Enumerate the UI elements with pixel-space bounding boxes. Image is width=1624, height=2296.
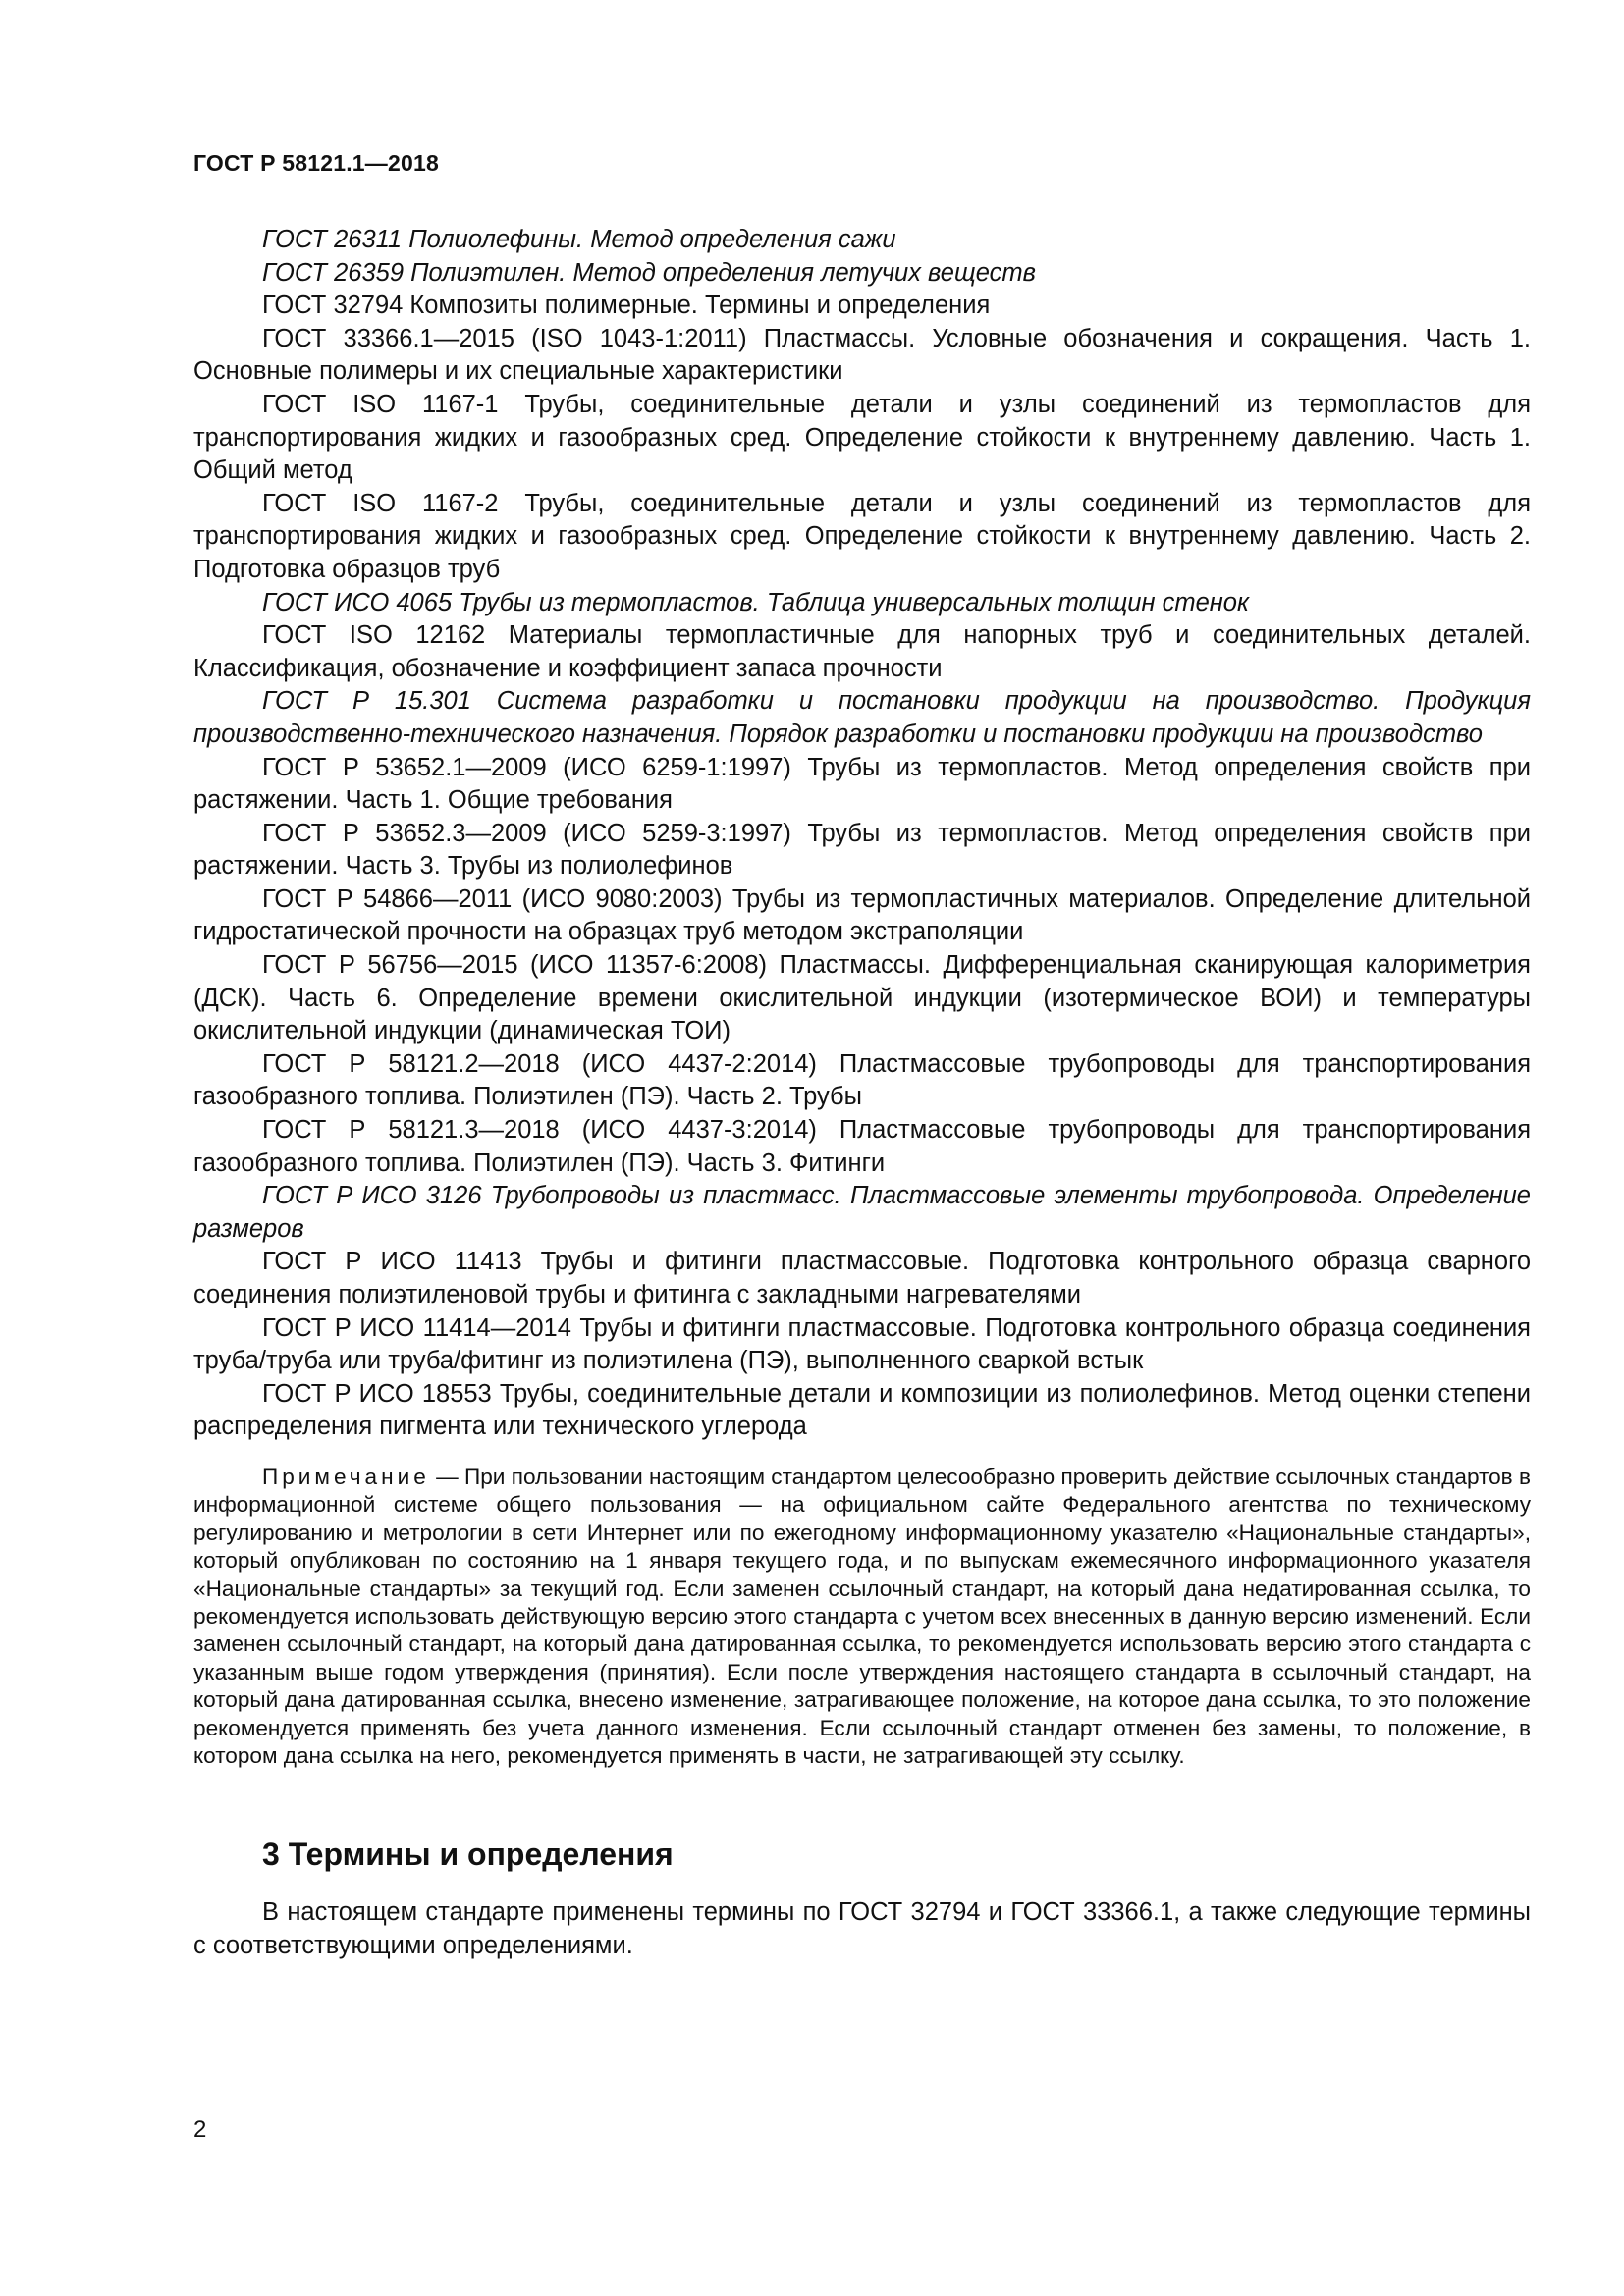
page-number: 2 xyxy=(193,2116,207,2143)
note-label: Примечание xyxy=(262,1464,430,1489)
reference-item: ГОСТ Р ИСО 3126 Трубопроводы из пластмасс. Пластмассовые элементы трубопровода. Определение размеров xyxy=(193,1182,1531,1243)
reference-item: ГОСТ Р ИСО 11413 Трубы и фитинги пластмассовые. Подготовка контрольного образца сварного соединения полиэтиленовой трубы и фитинга с закладными нагревателями xyxy=(193,1248,1531,1308)
note-text: — При пользовании настоящим стандартом целесообразно проверить действие ссылочных стандартов в информационной системе общего пользования — на официальном сайте Федерального агентства по техническому регулированию и метрологии в сети Интернет или по ежегодному информационному указателю «Национальные стандарты», который опубликован по состоянию на 1 января текущего года, и по выпускам ежемесячного информационного указателя «Национальные стандарты» за текущий год. Если заменен ссылочный стандарт, на который дана недатированная ссылка, то рекомендуется использовать действующую версию этого стандарта с учетом всех внесенных в данную версию изменений. Если заменен ссылочный стандарт, на который дана датированная ссылка, то рекомендуется использовать версию этого стандарта с указанным выше годом утверждения (принятия). Если после утверждения настоящего стандарта в ссылочный стандарт, на который дана датированная ссылка, внесено изменение, затрагивающее положение, на которое дана ссылка, то это положение рекомендуется применять без учета данного изменения. Если ссылочный стандарт отменен без замены, то положение, в котором дана ссылка на него, рекомендуется применять в части, не затрагивающей эту ссылку. xyxy=(193,1464,1531,1769)
reference-item: ГОСТ Р 56756—2015 (ИСО 11357-6:2008) Пластмассы. Дифференциальная сканирующая калориметрия (ДСК). Часть 6. Определение времени окислительной индукции (изотермическое ВОИ) и температуры окислительной индукции (динамическая ТОИ) xyxy=(193,951,1531,1045)
reference-item: ГОСТ 33366.1—2015 (ISO 1043-1:2011) Пластмассы. Условные обозначения и сокращения. Часть 1. Основные полимеры и их специальные характеристики xyxy=(193,324,1531,386)
reference-item: ГОСТ Р ИСО 11414—2014 Трубы и фитинги пластмассовые. Подготовка контрольного образца соединения труба/труба или труба/фитинг из полиэтилена (ПЭ), выполненного сваркой встык xyxy=(193,1313,1531,1375)
reference-item: ГОСТ Р 58121.2—2018 (ИСО 4437-2:2014) Пластмассовые трубопроводы для транспортирования газообразного топлива. Полиэтилен (ПЭ). Часть 2. Трубы xyxy=(193,1049,1531,1111)
reference-item: ГОСТ Р 58121.3—2018 (ИСО 4437-3:2014) Пластмассовые трубопроводы для транспортирования газообразного топлива. Полиэтилен (ПЭ). Часть 3. Фитинги xyxy=(193,1116,1531,1177)
reference-item: ГОСТ 26311 Полиолефины. Метод определения сажи xyxy=(262,226,896,253)
reference-item: ГОСТ Р 15.301 Система разработки и постановки продукции на производство. Продукция производственно-технического назначения. Порядок разработки и постановки продукции на производство xyxy=(193,687,1531,748)
reference-item: ГОСТ ISO 1167-1 Трубы, соединительные детали и узлы соединений из термопластов для транспортирования жидких и газообразных сред. Определение стойкости к внутреннему давлению. Часть 1. Общий метод xyxy=(193,390,1531,485)
reference-item: ГОСТ ISO 12162 Материалы термопластичные для напорных труб и соединительных деталей. Классификация, обозначение и коэффициент запаса прочности xyxy=(193,621,1531,682)
reference-item: ГОСТ Р ИСО 18553 Трубы, соединительные детали и композиции из полиолефинов. Метод оценки степени распределения пигмента или технического углерода xyxy=(193,1379,1531,1441)
reference-item: ГОСТ Р 53652.3—2009 (ИСО 5259-3:1997) Трубы из термопластов. Метод определения свойств при растяжении. Часть 3. Трубы из полиолефинов xyxy=(193,819,1531,881)
normative-references-list xyxy=(193,224,1531,1444)
document-header: ГОСТ Р 58121.1—2018 xyxy=(193,150,439,176)
reference-item: ГОСТ ИСО 4065 Трубы из термопластов. Таблица универсальных толщин стенок xyxy=(262,588,1250,616)
reference-item: ГОСТ ISO 1167-2 Трубы, соединительные детали и узлы соединений из термопластов для транспортирования жидких и газообразных сред. Определение стойкости к внутреннему давлению. Часть 2. Подготовка образцов труб xyxy=(193,489,1531,583)
note xyxy=(193,1464,1531,1770)
section-paragraph: В настоящем стандарте применены термины по ГОСТ 32794 и ГОСТ 33366.1, а также следующие термины с соответствующими определениями. xyxy=(193,1898,1531,1960)
reference-item: ГОСТ 26359 Полиэтилен. Метод определения летучих веществ xyxy=(262,258,1036,287)
section-title: 3 Термины и определения xyxy=(262,1837,674,1873)
reference-item: ГОСТ 32794 Композиты полимерные. Термины и определения xyxy=(262,292,991,320)
reference-item: ГОСТ Р 53652.1—2009 (ИСО 6259-1:1997) Трубы из термопластов. Метод определения свойств при растяжении. Часть 1. Общие требования xyxy=(193,753,1531,815)
reference-item: ГОСТ Р 54866—2011 (ИСО 9080:2003) Трубы из термопластичных материалов. Определение длительной гидростатической прочности на образцах труб методом экстраполяции xyxy=(193,884,1531,946)
page-content xyxy=(193,224,1531,1963)
